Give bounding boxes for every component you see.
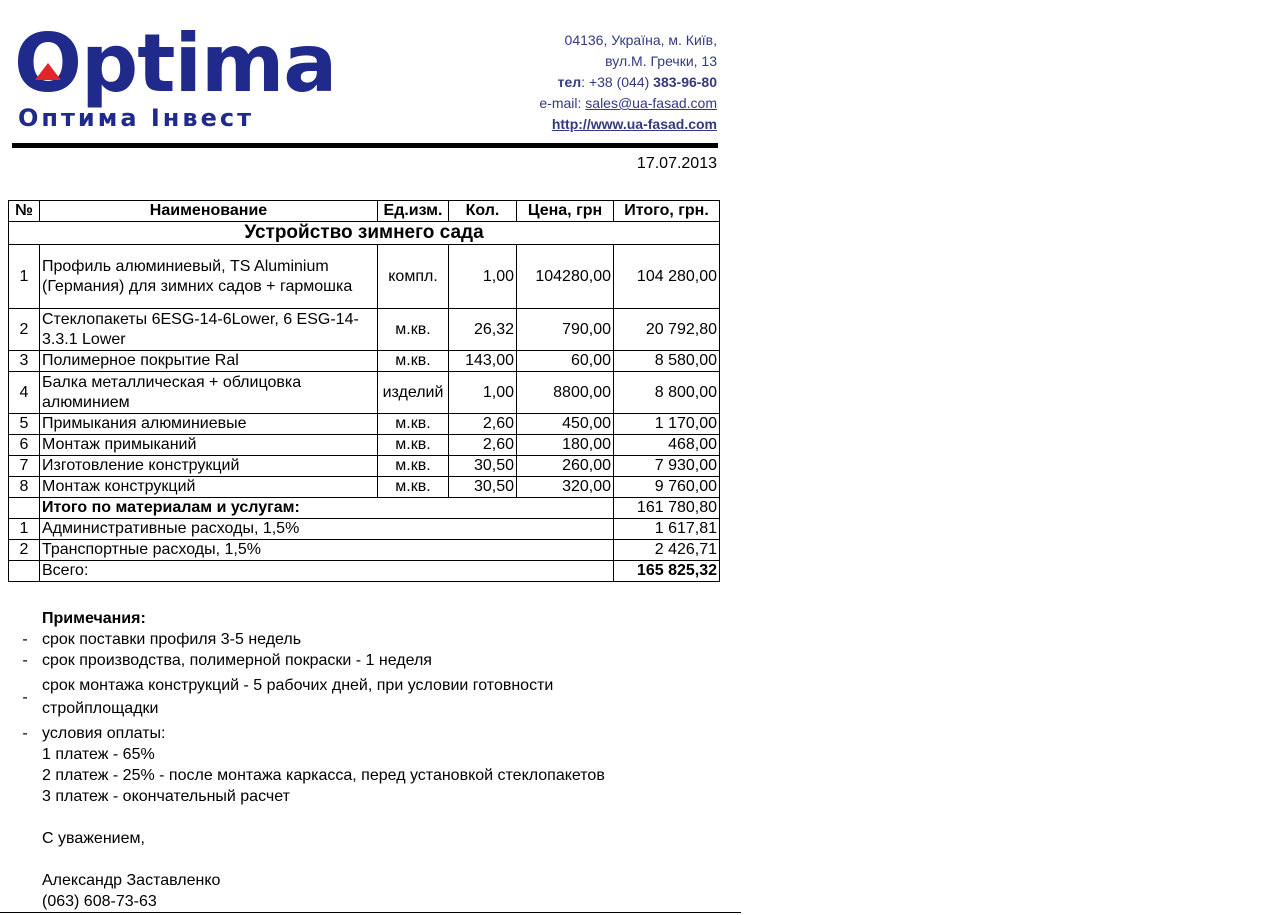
row-name: Балка металлическая + облицовка алюминием [40,372,378,414]
payment-line: 1 платеж - 65% [42,746,155,763]
logo-subtitle: Оптима Інвест [18,104,254,132]
email-line [539,93,717,114]
table-row [9,245,720,309]
row-number: 8 [9,477,40,498]
note-dash: - [22,725,28,742]
col-header-price: Цена, грн [517,201,614,222]
subtotal-row [9,498,720,519]
note-dash: - [22,652,28,669]
row-qty: 143,00 [449,351,517,372]
email-label: e-mail: [539,95,586,111]
table-header-row [9,201,720,222]
row-total: 468,00 [614,435,720,456]
grand-total-number-cell [9,561,40,582]
header-divider [12,143,718,148]
row-unit: м.кв. [378,435,449,456]
phone-number: 383-96-80 [653,74,717,90]
row-price: 60,00 [517,351,614,372]
row-name: Профиль алюминиевый, TS Aluminium (Германия) для зимних садов + гармошка [40,245,378,309]
row-total: 8 580,00 [614,351,720,372]
row-qty: 1,00 [449,245,517,309]
row-number: 4 [9,372,40,414]
row-price: 180,00 [517,435,614,456]
row-price: 8800,00 [517,372,614,414]
grand-total-value: 165 825,32 [614,561,720,582]
table-row [9,372,720,414]
section-title: Устройство зимнего сада [9,222,720,245]
logo-triangle-icon [35,63,61,80]
extra-row [9,540,720,561]
row-total: 104 280,00 [614,245,720,309]
row-name: Монтаж конструкций [40,477,378,498]
row-unit: компл. [378,245,449,309]
address-line-1: 04136, Україна, м. Київ, [564,32,717,48]
note-text: срок монтажа конструкций - 5 рабочих дней, при условии готовности стройплощадки [42,677,554,717]
row-price: 104280,00 [517,245,614,309]
extra-row [9,519,720,540]
extra-value: 2 426,71 [614,540,720,561]
table-row [9,414,720,435]
note-dash: - [22,688,28,706]
logo-brand [14,17,337,110]
row-qty: 2,60 [449,435,517,456]
note-text: срок поставки профиля 3-5 недель [42,631,302,648]
row-price: 320,00 [517,477,614,498]
note-item [8,629,642,650]
note-text: срок производства, полимерной покраски - 1 неделя [42,652,432,669]
note-text: условия оплаты: [42,725,166,742]
row-total: 7 930,00 [614,456,720,477]
table-row [9,309,720,351]
row-number: 6 [9,435,40,456]
grand-total-label: Всего: [40,561,614,582]
row-unit: м.кв. [378,414,449,435]
extra-label: Административные расходы, 1,5% [40,519,614,540]
col-header-total: Итого, грн. [614,201,720,222]
note-item [8,650,642,671]
table-row [9,477,720,498]
row-number: 7 [9,456,40,477]
table-row [9,351,720,372]
phone-prefix: : +38 (044) [581,74,654,90]
section-row [9,222,720,245]
row-unit: изделий [378,372,449,414]
website-link[interactable]: http://www.ua-fasad.com [551,116,717,132]
signer-name: Александр Заставленко [42,872,221,889]
website-line [539,114,717,135]
extra-number: 1 [9,519,40,540]
row-unit: м.кв. [378,456,449,477]
row-name: Изготовление конструкций [40,456,378,477]
subtotal-value: 161 780,80 [614,498,720,519]
row-qty: 26,32 [449,309,517,351]
notes-section [8,608,642,912]
row-unit: м.кв. [378,477,449,498]
row-number: 3 [9,351,40,372]
note-item [8,723,642,744]
signer-phone: (063) 608-73-63 [42,893,157,910]
phone-line [539,72,717,93]
col-header-qty: Кол. [449,201,517,222]
row-total: 20 792,80 [614,309,720,351]
note-item [8,674,642,720]
grand-total-row [9,561,720,582]
extra-value: 1 617,81 [614,519,720,540]
email-link[interactable]: sales@ua-fasad.com [585,95,717,111]
estimate-table [8,200,720,582]
company-logo [14,17,337,136]
payment-line: 3 платеж - окончательный расчет [42,788,290,805]
row-total: 9 760,00 [614,477,720,498]
extra-number: 2 [9,540,40,561]
col-header-number: № [9,201,40,222]
row-number: 1 [9,245,40,309]
address-line-2: вул.М. Гречки, 13 [605,53,717,69]
row-qty: 2,60 [449,414,517,435]
table-row [9,456,720,477]
footer-divider [0,912,741,913]
row-price: 790,00 [517,309,614,351]
document-date: 17.07.2013 [636,155,717,172]
row-unit: м.кв. [378,351,449,372]
extra-label: Транспортные расходы, 1,5% [40,540,614,561]
row-qty: 30,50 [449,477,517,498]
row-qty: 30,50 [449,456,517,477]
row-unit: м.кв. [378,309,449,351]
subtotal-number-cell [9,498,40,519]
row-total: 8 800,00 [614,372,720,414]
logo-brand-text: Optima [14,17,337,110]
row-name: Монтаж примыканий [40,435,378,456]
row-number: 5 [9,414,40,435]
company-contacts [539,30,717,135]
col-header-name: Наименование [40,201,378,222]
subtotal-label: Итого по материалам и услугам: [40,498,614,519]
row-name: Стеклопакеты 6ESG-14-6Lower, 6 ESG-14-3.3.1 Lower [40,309,378,351]
row-price: 450,00 [517,414,614,435]
notes-title: Примечания: [42,610,146,627]
payment-line: 2 платеж - 25% - после монтажа каркасса, перед установкой стеклопакетов [42,767,605,784]
table-row [9,435,720,456]
row-number: 2 [9,309,40,351]
col-header-unit: Ед.изм. [378,201,449,222]
row-price: 260,00 [517,456,614,477]
row-name: Полимерное покрытие Ral [40,351,378,372]
phone-label: тел [557,74,582,90]
row-total: 1 170,00 [614,414,720,435]
regards-text: С уважением, [42,830,145,847]
note-dash: - [22,631,28,648]
row-name: Примыкания алюминиевые [40,414,378,435]
row-qty: 1,00 [449,372,517,414]
